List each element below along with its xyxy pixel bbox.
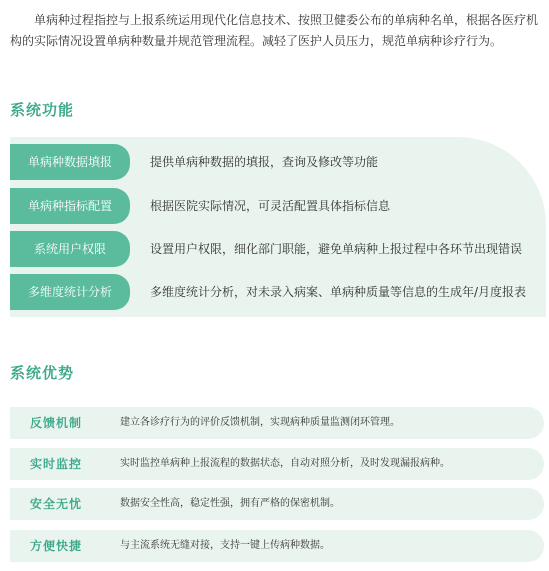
- advantage-description: 实时监控单病种上报流程的数据状态，自动对照分析，及时发现漏报病种。: [120, 458, 450, 469]
- advantage-label: 方便快捷: [30, 539, 83, 553]
- function-description: 提供单病种数据的填报，查询及修改等功能: [150, 155, 379, 169]
- function-label[interactable]: 单病种数据填报: [10, 144, 130, 180]
- advantage-row-convenience: [10, 530, 544, 562]
- functions-panel: [10, 137, 546, 317]
- advantages-section-title: 系统优势: [10, 364, 75, 382]
- advantage-row-realtime: [10, 448, 544, 480]
- function-description: 根据医院实际情况，可灵活配置具体指标信息: [150, 199, 391, 213]
- advantage-description: 数据安全性高，稳定性强，拥有严格的保密机制。: [120, 498, 340, 509]
- function-description: 设置用户权限，细化部门职能，避免单病种上报过程中各环节出现错误: [150, 242, 523, 256]
- advantage-description: 与主流系统无缝对接，支持一键上传病种数据。: [120, 540, 330, 551]
- function-row-user-permissions: [10, 231, 546, 267]
- function-row-statistics: [10, 274, 546, 310]
- advantage-label: 安全无忧: [30, 497, 83, 511]
- advantage-description: 建立各诊疗行为的评价反馈机制，实现病种质量监测闭环管理。: [120, 417, 400, 428]
- functions-section-title: 系统功能: [10, 101, 75, 119]
- advantage-label: 反馈机制: [30, 416, 83, 430]
- function-description: 多维度统计分析，对未录入病案、单病种质量等信息的生成年/月度报表: [150, 285, 527, 299]
- function-row-indicator-config: [10, 188, 546, 224]
- function-label[interactable]: 系统用户权限: [10, 231, 130, 267]
- function-label[interactable]: 多维度统计分析: [10, 274, 130, 310]
- intro-paragraph: 单病种过程指控与上报系统运用现代化信息技术、按照卫健委公布的单病种名单，根据各医疗机构的实际情况设置单病种数量并规范管理流程。减轻了医护人员压力，规范单病种诊疗行为。: [10, 13, 539, 48]
- function-row-data-entry: [10, 144, 546, 180]
- advantage-label: 实时监控: [30, 457, 83, 471]
- advantage-row-feedback: [10, 407, 544, 439]
- advantage-row-security: [10, 488, 544, 520]
- function-label[interactable]: 单病种指标配置: [10, 188, 130, 224]
